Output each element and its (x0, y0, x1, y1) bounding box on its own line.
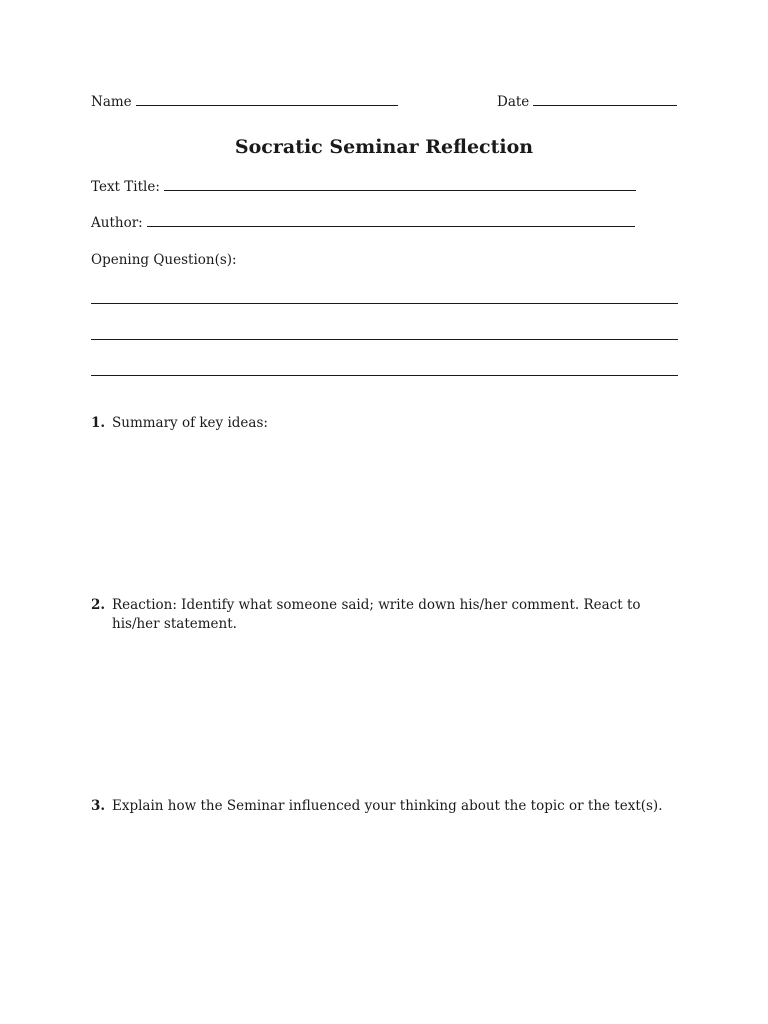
opening-answer-line-2[interactable] (91, 339, 678, 340)
question-text: Reaction: Identify what someone said; write down his/her comment. React to his/her statement. (112, 597, 641, 632)
question-3 (91, 797, 681, 816)
opening-question-label: Opening Question(s): (91, 252, 237, 268)
question-2 (91, 596, 681, 634)
date-label: Date (497, 94, 530, 110)
text-title-blank[interactable] (164, 179, 636, 191)
question-text: Summary of key ideas: (112, 415, 268, 431)
date-field (497, 94, 677, 110)
question-text: Explain how the Seminar influenced your thinking about the topic or the text(s). (112, 798, 663, 814)
author-label: Author: (91, 215, 143, 231)
question-number: 1. (91, 415, 106, 431)
text-title-field (91, 179, 636, 195)
author-blank[interactable] (147, 215, 635, 227)
page-title: Socratic Seminar Reflection (234, 136, 534, 158)
opening-question-field (91, 252, 241, 268)
name-label: Name (91, 94, 132, 110)
text-title-label: Text Title: (91, 179, 160, 195)
name-field (91, 94, 398, 110)
question-number: 3. (91, 798, 106, 814)
question-number: 2. (91, 597, 106, 613)
author-field (91, 215, 635, 231)
question-1 (91, 414, 681, 433)
opening-answer-line-3[interactable] (91, 375, 678, 376)
date-blank[interactable] (533, 94, 677, 106)
opening-answer-line-1[interactable] (91, 303, 678, 304)
name-blank[interactable] (136, 94, 398, 106)
